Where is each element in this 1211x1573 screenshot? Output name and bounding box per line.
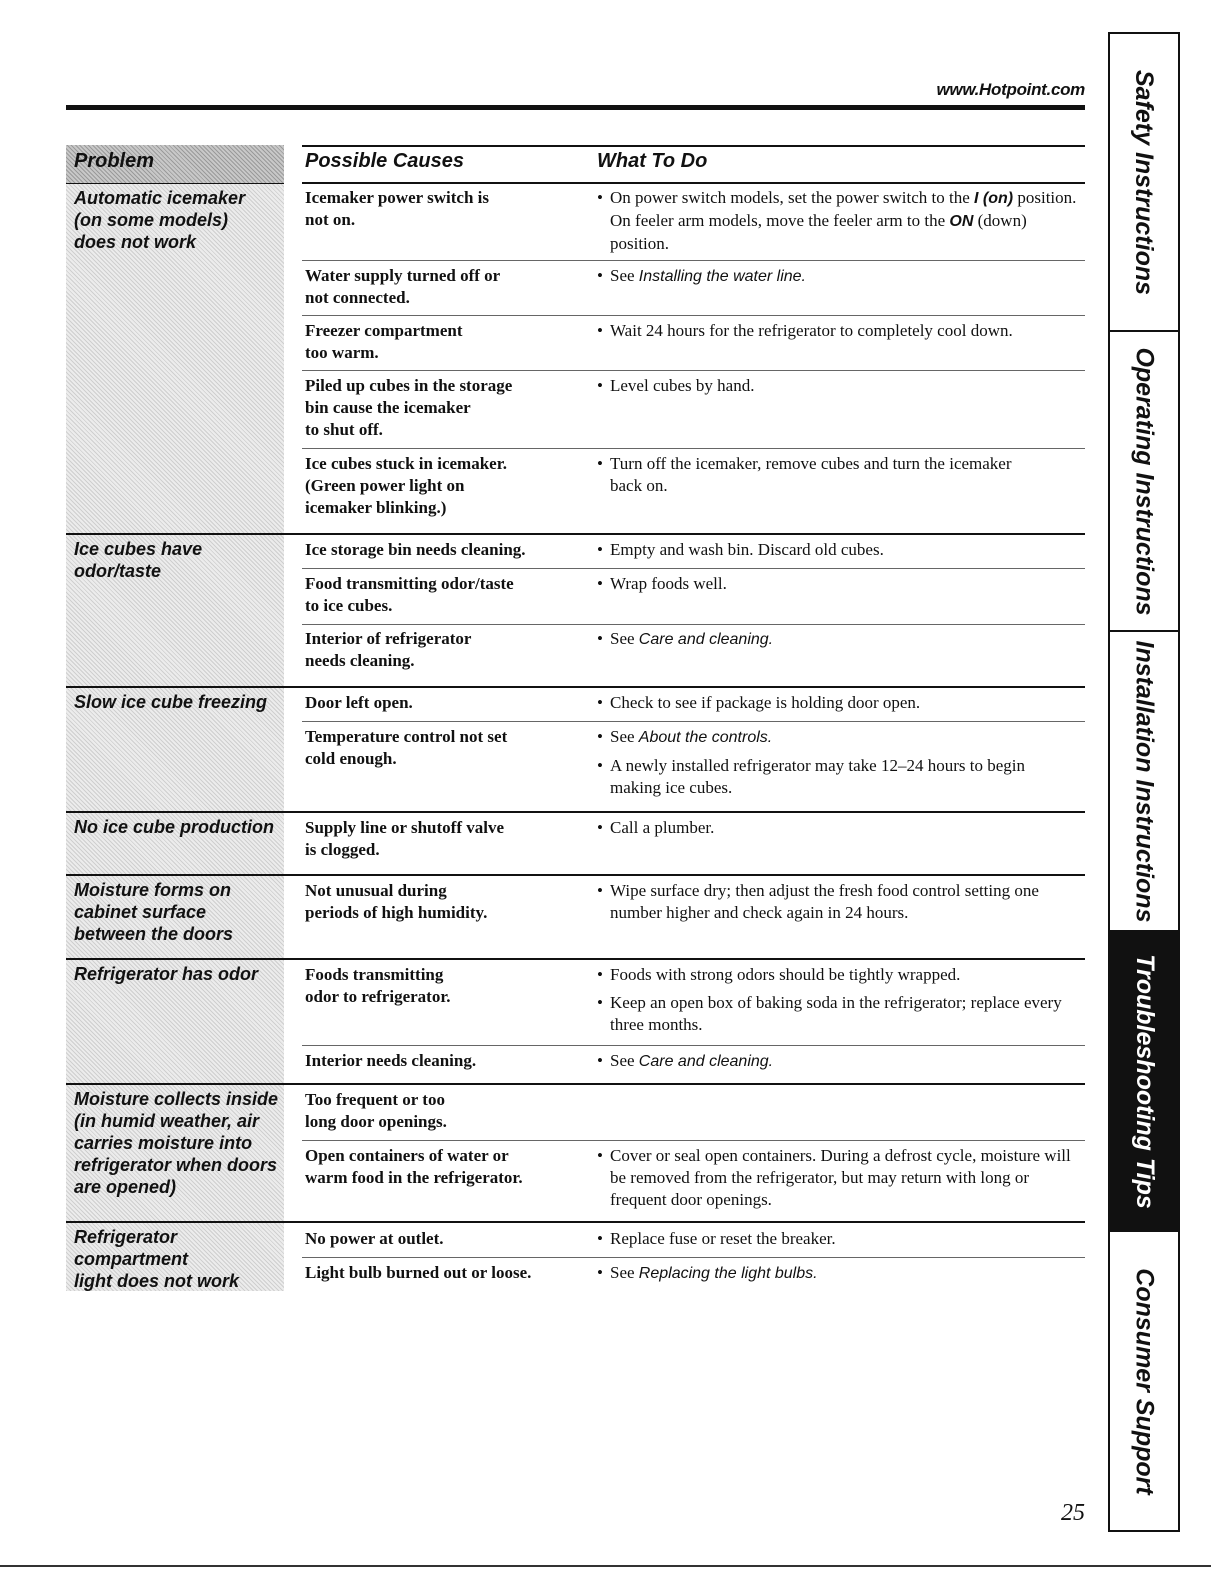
cause-text: Supply line or shutoff valve is clogged. <box>305 818 505 859</box>
todo-text: • See Replacing the light bulbs. <box>597 1262 1087 1291</box>
todo-text: • See Care and cleaning. <box>597 1050 1087 1079</box>
link-replacing-light-bulbs: Replacing the light bulbs. <box>638 1265 818 1282</box>
problem-cell: Refrigerator has odor <box>66 960 284 1083</box>
website-url: www.Hotpoint.com <box>936 80 1085 99</box>
bottom-rule <box>0 1565 1211 1567</box>
tab-consumer-support[interactable]: Consumer Support <box>1130 1267 1159 1495</box>
todo-text: • Replace fuse or reset the breaker. <box>597 1228 1087 1256</box>
section-sidebar <box>1108 32 1180 1532</box>
problem-cell: Slow ice cube freezing <box>66 688 284 811</box>
todo-text: • Cover or seal open containers. During a defrost cycle, moisture will be removed from the refrigerator, but may return with long or frequent door openings. <box>597 1145 1087 1217</box>
todo-text: • Empty and wash bin. Discard old cubes. <box>597 539 1087 567</box>
link-care-and-cleaning: Care and cleaning. <box>638 1053 774 1070</box>
cause-text: Door left open. <box>305 693 413 712</box>
cause-text: Icemaker power switch is not on. <box>305 188 489 229</box>
causes-column-header: Possible Causes <box>305 150 464 172</box>
cause-text: Interior needs cleaning. <box>305 1051 477 1070</box>
cause-text: Food transmitting odor/taste to ice cubes. <box>305 574 514 615</box>
cause-text: Too frequent or too long door openings. <box>305 1090 447 1131</box>
link-about-the-controls: About the controls. <box>638 729 773 746</box>
problem-column-header: Problem <box>66 145 284 185</box>
row-divider <box>302 370 1085 371</box>
todo-text: • Turn off the icemaker, remove cubes and turn the icemaker back on. <box>597 453 1037 503</box>
todo-text: • Call a plumber. <box>597 817 1087 845</box>
todo-text: • See Care and cleaning. <box>597 628 1087 657</box>
row-divider <box>302 624 1085 625</box>
cause-text: Temperature control not set cold enough. <box>305 727 508 768</box>
link-installing-water-line: Installing the water line. <box>638 268 806 285</box>
cause-text: Ice storage bin needs cleaning. <box>305 540 526 559</box>
cause-text: Interior of refrigerator needs cleaning. <box>305 629 472 670</box>
cause-text: Freezer compartment too warm. <box>305 321 463 362</box>
problem-cell: Ice cubes have odor/taste <box>66 535 284 686</box>
cause-text: Open containers of water or warm food in the refrigerator. <box>305 1146 523 1187</box>
cause-text: Foods transmitting odor to refrigerator. <box>305 965 451 1006</box>
top-rule <box>66 105 1085 110</box>
row-divider <box>302 260 1085 261</box>
page-number: 25 <box>1061 1500 1085 1526</box>
problem-cell: Moisture forms on cabinet surface between the doors <box>66 876 284 958</box>
tab-troubleshooting-tips[interactable]: Troubleshooting Tips <box>1110 932 1178 1232</box>
problem-cell: Refrigerator compartment light does not work <box>66 1223 284 1291</box>
cause-text: Not unusual during periods of high humidity. <box>305 881 488 922</box>
todo-text: • Foods with strong odors should be tightly wrapped. • Keep an open box of baking soda in the refrigerator; replace every three months. <box>597 964 1087 1042</box>
tab-operating-instructions[interactable]: Operating Instructions <box>1110 332 1178 632</box>
cause-text: Water supply turned off or not connected. <box>305 266 501 307</box>
todo-text: • See About the controls. • A newly installed refrigerator may take 12–24 hours to begin making ice cubes. <box>597 726 1057 805</box>
cause-text: No power at outlet. <box>305 1229 444 1248</box>
cause-text: Ice cubes stuck in icemaker. (Green power light on icemaker blinking.) <box>305 454 507 517</box>
todo-text: • Wait 24 hours for the refrigerator to completely cool down. <box>597 320 1037 348</box>
row-divider <box>302 315 1085 316</box>
header-rule <box>302 145 1085 147</box>
todo-text: • Level cubes by hand. <box>597 375 1087 403</box>
row-divider <box>302 1140 1085 1141</box>
todo-text: • Wipe surface dry; then adjust the fresh food control setting one number higher and check again in 24 hours. <box>597 880 1087 930</box>
tab-installation-instructions[interactable]: Installation Instructions <box>1110 632 1178 932</box>
link-care-and-cleaning: Care and cleaning. <box>638 631 774 648</box>
todo-column-header: What To Do <box>597 150 708 172</box>
todo-text: • See Installing the water line. <box>597 265 1087 294</box>
header-rule-bottom <box>302 182 1085 184</box>
tab-safety-instructions[interactable]: Safety Instructions <box>1110 34 1178 332</box>
todo-text: • Check to see if package is holding door open. <box>597 692 1087 720</box>
row-divider <box>302 568 1085 569</box>
problem-cell: Automatic icemaker (on some models) does not work <box>66 184 284 534</box>
row-divider <box>302 448 1085 449</box>
cause-text: Piled up cubes in the storage bin cause the icemaker to shut off. <box>305 376 513 439</box>
row-divider <box>302 1257 1085 1258</box>
row-divider <box>302 721 1085 722</box>
cause-text: Light bulb burned out or loose. <box>305 1263 532 1282</box>
todo-text: • Wrap foods well. <box>597 573 1087 601</box>
row-divider <box>302 1045 1085 1046</box>
problem-cell: No ice cube production <box>66 813 284 874</box>
problem-cell: Moisture collects inside (in humid weather, air carries moisture into refrigerator when doors are opened) <box>66 1085 284 1221</box>
todo-text: • On power switch models, set the power switch to the I (on) position. On feeler arm models, move the feeler arm to the ON (down) position. <box>597 187 1087 261</box>
